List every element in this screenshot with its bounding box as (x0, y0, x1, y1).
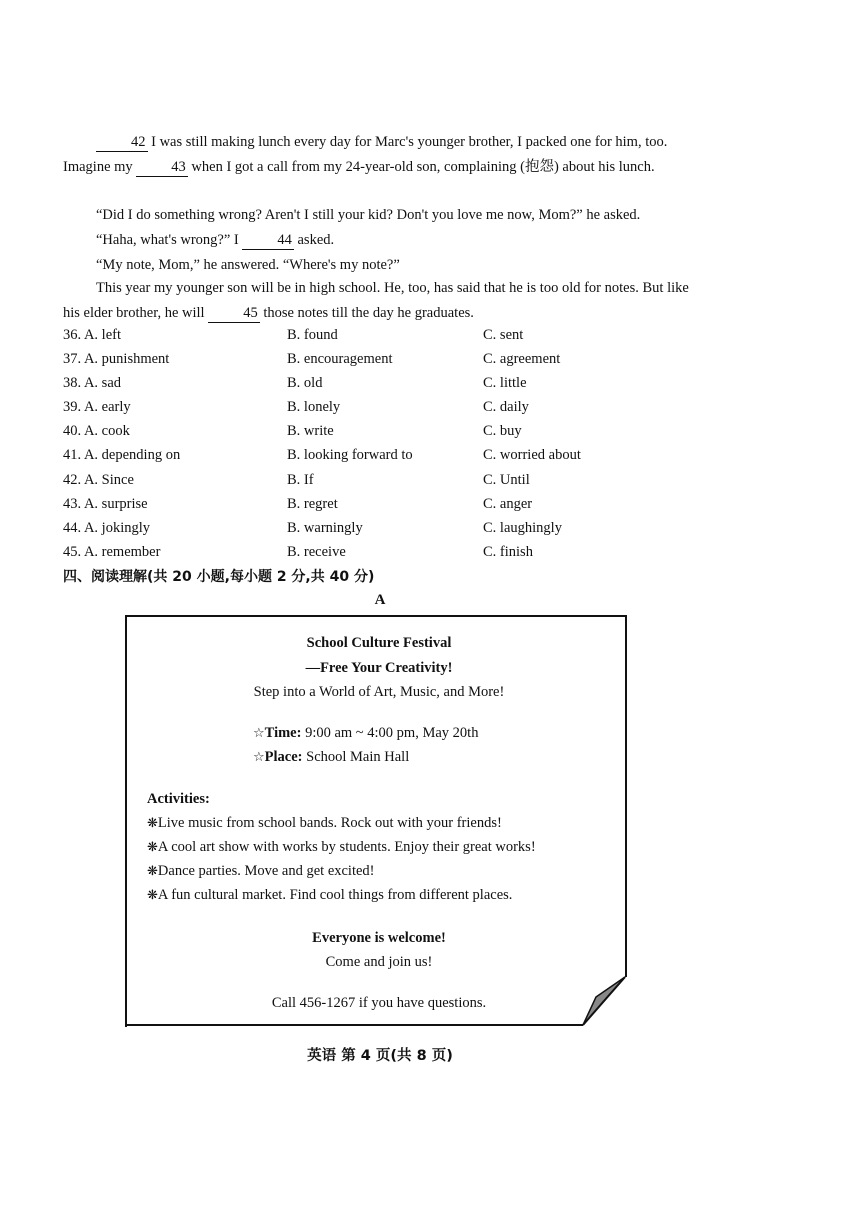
option-row (63, 520, 703, 544)
paragraph-1-text-b: when I got a call from my 24-year-old son, complaining (抱怨) about his lunch. (187, 158, 655, 175)
blank-44: 44 (242, 232, 294, 250)
option-b: B. warningly (287, 519, 363, 536)
option-a: 43. A. surprise (63, 495, 148, 512)
option-b: B. write (287, 423, 334, 440)
option-row (63, 375, 703, 399)
place-value: School Main Hall (302, 749, 410, 765)
time-value: 9:00 am ~ 4:00 pm, May 20th (301, 725, 479, 741)
place-label: Place: (264, 749, 303, 765)
activity-text: Dance parties. Move and get excited! (157, 863, 375, 879)
paragraph-5-text-a: This year my younger son will be in high school. He, too, has said that he is too old for notes. But like his elder brother, he will (63, 280, 689, 321)
asterisk-icon: ❋ (147, 840, 158, 855)
option-c: C. finish (483, 543, 533, 560)
option-a: 36. A. left (63, 327, 121, 343)
option-c: C. agreement (483, 351, 561, 368)
festival-notice (125, 615, 627, 1027)
option-b: B. encouragement (287, 351, 393, 368)
option-a: 45. A. remember (63, 543, 161, 560)
paragraph-3 (63, 228, 690, 253)
option-row (63, 399, 703, 423)
contact-text: Call 456-1267 if you have questions. (271, 995, 487, 1011)
option-a: 38. A. sad (63, 375, 121, 392)
star-icon: ☆ (253, 750, 265, 765)
activity-text: A fun cultural market. Find cool things from different places. (157, 887, 513, 903)
paragraph-1 (63, 130, 690, 179)
activity-item (147, 815, 502, 832)
option-c: C. buy (483, 423, 522, 440)
notice-subtitle: —Free Your Creativity! (305, 660, 453, 676)
page-footer: 英语 第 4 页(共 8 页) (307, 1048, 453, 1064)
star-icon: ☆ (253, 726, 265, 741)
option-c: C. daily (483, 399, 529, 416)
option-a: 39. A. early (63, 399, 131, 416)
page-curl-icon (578, 975, 630, 1029)
paragraph-3-text-a: “Haha, what's wrong?” I (96, 232, 243, 248)
welcome-text: Everyone is welcome! (312, 930, 446, 946)
answer-options (63, 327, 703, 568)
option-c: C. laughingly (483, 519, 562, 536)
option-row (63, 544, 703, 568)
notice-tagline: Step into a World of Art, Music, and More! (253, 684, 505, 700)
option-a: 40. A. cook (63, 423, 130, 440)
paragraph-4: “My note, Mom,” he answered. “Where's my note?” (96, 257, 400, 273)
option-b: B. receive (287, 543, 346, 560)
option-row (63, 351, 703, 375)
option-a: 41. A. depending on (63, 447, 181, 464)
option-b: B. looking forward to (287, 447, 413, 464)
time-line (253, 725, 478, 742)
option-b: B. If (287, 471, 314, 488)
passage-letter: A (374, 592, 386, 608)
join-text: Come and join us! (325, 954, 433, 970)
asterisk-icon: ❋ (147, 816, 158, 831)
option-row (63, 327, 703, 351)
asterisk-icon: ❋ (147, 888, 158, 903)
notice-border-right (625, 615, 627, 977)
activity-item (147, 887, 512, 904)
section-heading: 四、阅读理解(共 20 小题,每小题 2 分,共 40 分) (63, 569, 375, 585)
option-a: 37. A. punishment (63, 351, 170, 368)
blank-43: 43 (136, 159, 188, 177)
notice-border-bottom (125, 1024, 583, 1026)
option-row (63, 496, 703, 520)
activity-text: A cool art show with works by students. Enjoy their great works! (157, 839, 536, 855)
notice-title: School Culture Festival (306, 635, 452, 651)
blank-45: 45 (208, 305, 260, 323)
asterisk-icon: ❋ (147, 864, 158, 879)
activity-text: Live music from school bands. Rock out with your friends! (157, 815, 502, 831)
option-row (63, 447, 703, 471)
option-c: C. little (483, 375, 527, 392)
option-c: C. worried about (483, 447, 581, 464)
option-b: B. old (287, 375, 323, 392)
time-label: Time: (264, 725, 302, 741)
paragraph-5 (63, 276, 690, 325)
option-a: 42. A. Since (63, 471, 134, 488)
paragraph-3-text-b: asked. (293, 232, 335, 248)
paragraph-5-text-b: those notes till the day he graduates. (259, 304, 474, 321)
option-b: B. found (287, 327, 338, 343)
option-a: 44. A. jokingly (63, 519, 151, 536)
option-b: B. lonely (287, 399, 341, 416)
option-row (63, 423, 703, 447)
activities-label: Activities: (147, 791, 210, 807)
place-line (253, 749, 409, 766)
option-c: C. anger (483, 495, 533, 512)
option-row (63, 472, 703, 496)
option-b: B. regret (287, 495, 338, 512)
paragraph-2: “Did I do something wrong? Aren't I still your kid? Don't you love me now, Mom?” he asked. (96, 207, 641, 223)
option-c: C. sent (483, 327, 524, 343)
option-c: C. Until (483, 471, 530, 488)
activity-item (147, 839, 536, 856)
paragraph-1-text-a: I was still making lunch every day for Marc's younger brother, I packed one for him, too. Imagine my (63, 134, 668, 175)
blank-42: 42 (96, 134, 148, 152)
activity-item (147, 863, 375, 880)
